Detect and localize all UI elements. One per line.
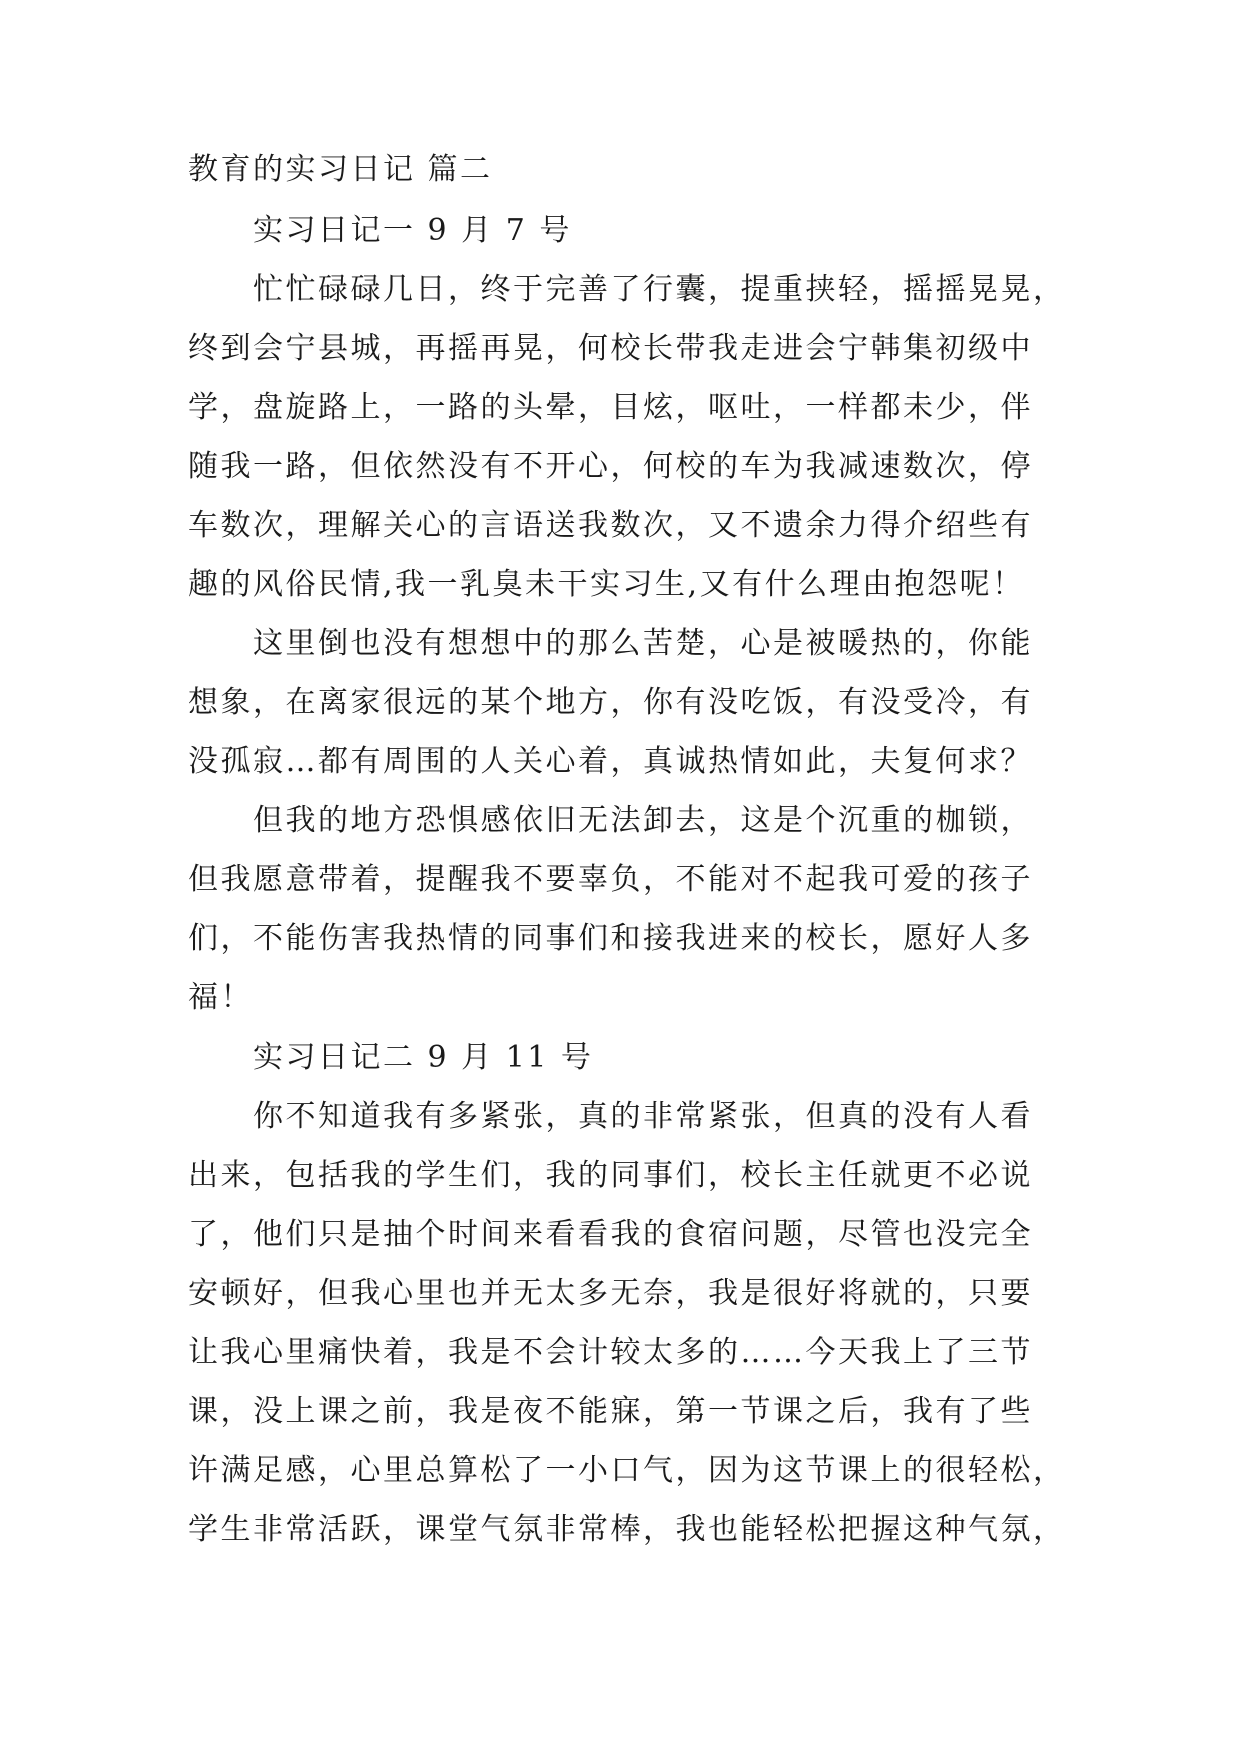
text-line: 许满足感，心里总算松了一小口气，因为这节课上的很轻松， — [188, 1453, 1066, 1488]
text-line: 了，他们只是抽个时间来看看我的食宿问题，尽管也没完全 — [188, 1217, 1033, 1252]
text-line: 趣的风俗民情,我一乳臭未干实习生,又有什么理由抱怨呢！ — [188, 567, 1025, 602]
text-line: 课，没上课之前，我是夜不能寐，第一节课之后，我有了些 — [188, 1394, 1033, 1429]
text-line: 想象，在离家很远的某个地方，你有没吃饭，有没受冷，有 — [188, 685, 1033, 720]
document-title: 教育的实习日记 篇二 — [188, 152, 493, 187]
text-line: 安顿好，但我心里也并无太多无奈，我是很好将就的，只要 — [188, 1276, 1033, 1311]
text-line: 终到会宁县城，再摇再晃，何校长带我走进会宁韩集初级中 — [188, 331, 1033, 366]
entry-heading: 实习日记一 9 月 7 号 — [253, 213, 572, 248]
text-line: 你不知道我有多紧张，真的非常紧张，但真的没有人看 — [253, 1099, 1033, 1134]
text-line: 让我心里痛快着，我是不会计较太多的……今天我上了三节 — [188, 1335, 1033, 1370]
text-line: 忙忙碌碌几日，终于完善了行囊，提重挟轻，摇摇晃晃， — [253, 272, 1066, 307]
text-line: 车数次，理解关心的言语送我数次，又不遗余力得介绍些有 — [188, 508, 1033, 543]
text-line: 出来，包括我的学生们，我的同事们，校长主任就更不必说 — [188, 1158, 1033, 1193]
text-line: 但我的地方恐惧感依旧无法卸去，这是个沉重的枷锁， — [253, 803, 1033, 838]
text-line: 学，盘旋路上，一路的头晕，目炫，呕吐，一样都未少，伴 — [188, 390, 1033, 425]
text-line: 们，不能伤害我热情的同事们和接我进来的校长，愿好人多 — [188, 921, 1033, 956]
text-line: 福！ — [188, 980, 253, 1015]
text-line: 随我一路，但依然没有不开心，何校的车为我减速数次，停 — [188, 449, 1033, 484]
text-line: 学生非常活跃，课堂气氛非常棒，我也能轻松把握这种气氛， — [188, 1512, 1066, 1547]
text-line: 这里倒也没有想想中的那么苦楚，心是被暖热的，你能 — [253, 626, 1033, 661]
entry-heading: 实习日记二 9 月 11 号 — [253, 1040, 594, 1075]
text-line: 但我愿意带着，提醒我不要辜负，不能对不起我可爱的孩子 — [188, 862, 1033, 897]
text-line: 没孤寂…都有周围的人关心着，真诚热情如此，夫复何求？ — [188, 744, 1033, 779]
